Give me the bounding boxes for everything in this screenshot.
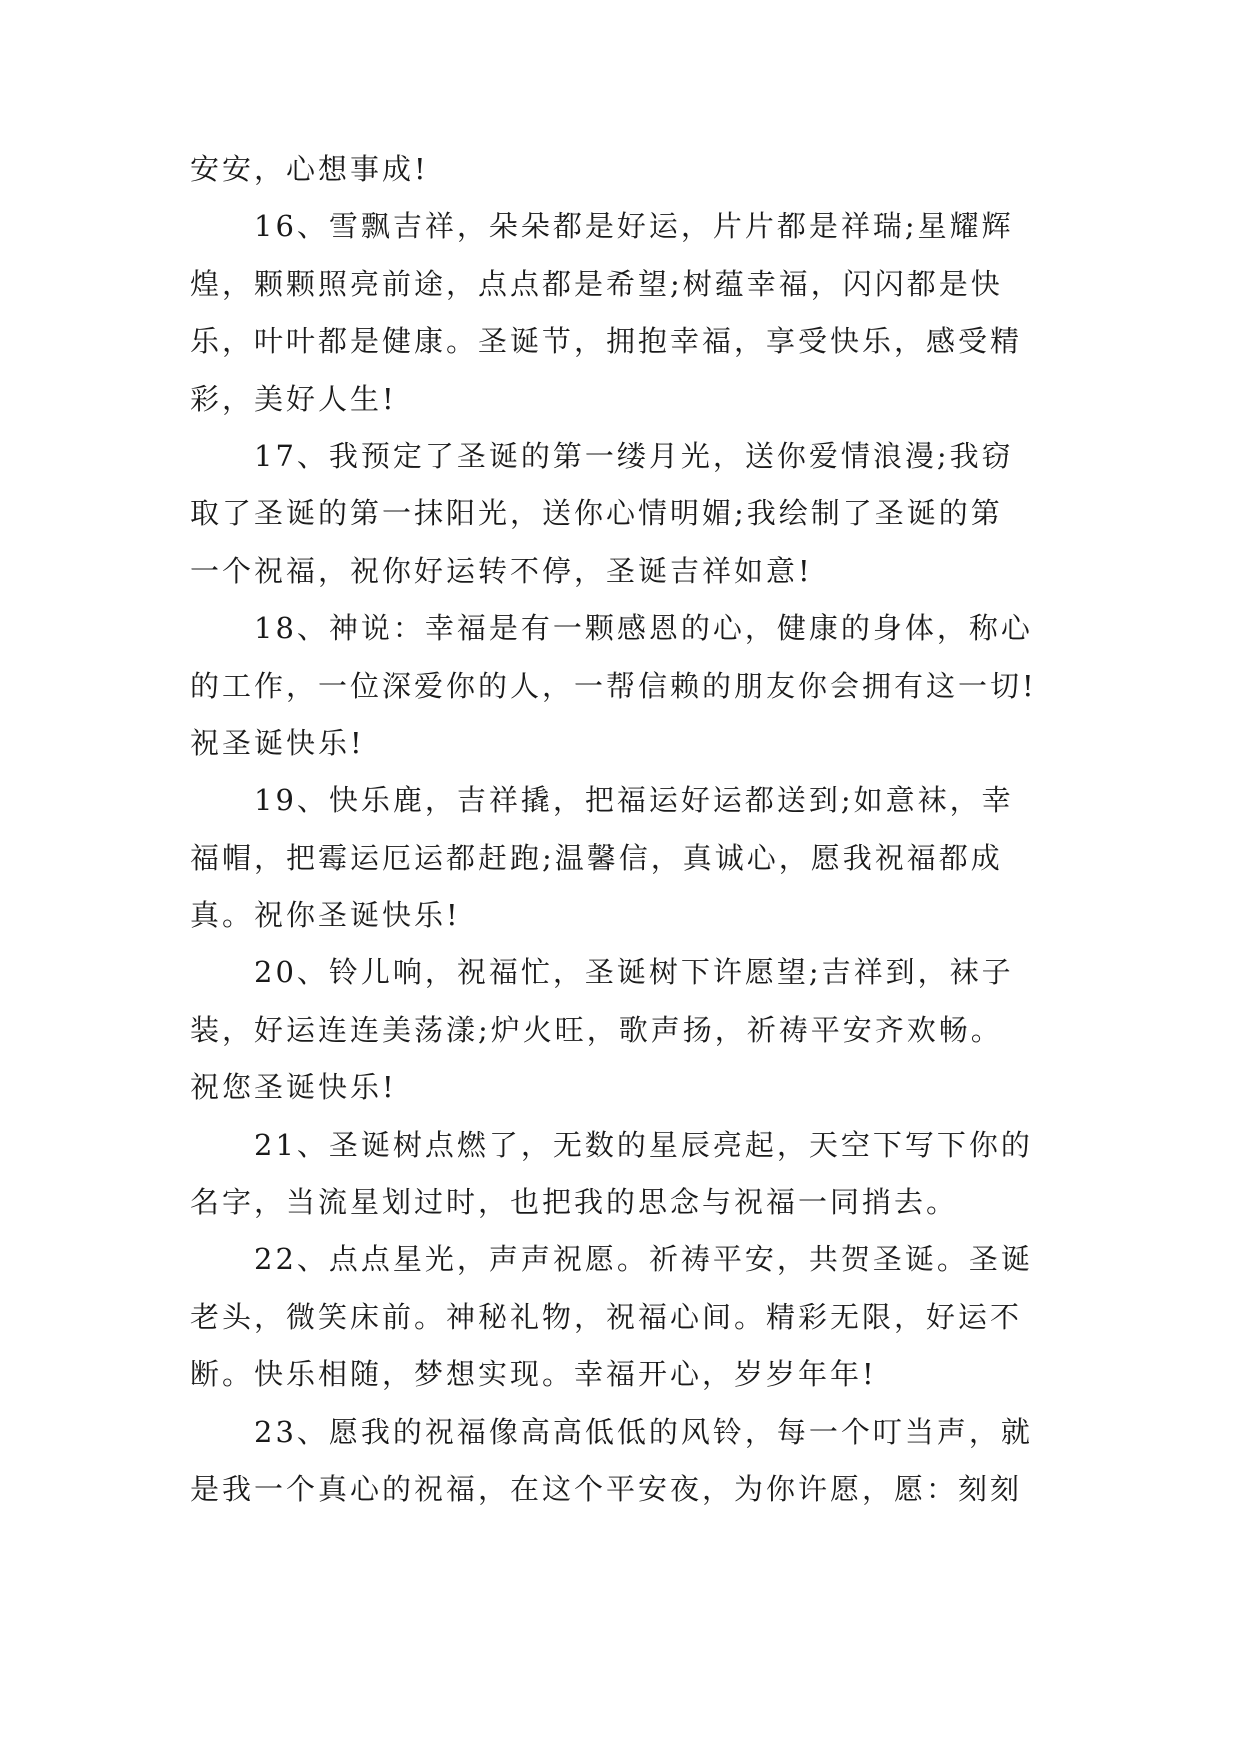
text-line: 乐，叶叶都是健康。圣诞节，拥抱幸福，享受快乐，感受精 (190, 324, 1023, 359)
text-line: 福帽，把霉运厄运都赶跑;温馨信，真诚心，愿我祝福都成 (190, 840, 1003, 875)
paragraph-22-first-line: 22、点点星光，声声祝愿。祈祷平安，共贺圣诞。圣诞 (254, 1242, 1033, 1277)
text-line: 装，好运连连美荡漾;炉火旺，歌声扬，祈祷平安齐欢畅。 (190, 1012, 1003, 1047)
paragraph-19-first-line: 19、快乐鹿，吉祥撬，把福运好运都送到;如意袜，幸 (254, 783, 1014, 818)
text-line: 煌，颗颗照亮前途，点点都是希望;树蕴幸福，闪闪都是快 (190, 266, 1003, 301)
paragraph-23-first-line: 23、愿我的祝福像高高低低的风铃，每一个叮当声，就 (254, 1414, 1033, 1449)
paragraph-21-first-line: 21、圣诞树点燃了，无数的星辰亮起，天空下写下你的 (254, 1127, 1033, 1162)
paragraph-20-first-line: 20、铃儿响，祝福忙，圣诞树下许愿望;吉祥到，袜子 (254, 955, 1014, 990)
text-line: 名字，当流星划过时，也把我的思念与祝福一同捎去。 (190, 1185, 959, 1220)
text-line: 断。快乐相随，梦想实现。幸福开心，岁岁年年! (190, 1357, 877, 1392)
text-line: 取了圣诞的第一抹阳光，送你心情明媚;我绘制了圣诞的第 (190, 496, 1003, 531)
text-line: 安安，心想事成! (190, 152, 429, 186)
paragraph-16-first-line: 16、雪飘吉祥，朵朵都是好运，片片都是祥瑞;星耀辉 (254, 209, 1014, 244)
text-line: 老头，微笑床前。神秘礼物，祝福心间。精彩无限，好运不 (190, 1299, 1023, 1334)
paragraph-17-first-line: 17、我预定了圣诞的第一缕月光，送你爱情浪漫;我窃 (254, 438, 1014, 473)
text-line: 真。祝你圣诞快乐! (190, 898, 461, 933)
text-line: 是我一个真心的祝福，在这个平安夜，为你许愿，愿：刻刻 (190, 1471, 1023, 1506)
paragraph-18-first-line: 18、神说：幸福是有一颗感恩的心，健康的身体，称心 (254, 611, 1033, 646)
text-line: 祝圣诞快乐! (190, 725, 365, 760)
text-line: 祝您圣诞快乐! (190, 1070, 397, 1105)
text-line: 的工作，一位深爱你的人，一帮信赖的朋友你会拥有这一切! (190, 668, 1037, 703)
text-line: 彩，美好人生! (190, 381, 397, 416)
text-line: 一个祝福，祝你好运转不停，圣诞吉祥如意! (190, 553, 813, 588)
document-body (190, 150, 1060, 1527)
